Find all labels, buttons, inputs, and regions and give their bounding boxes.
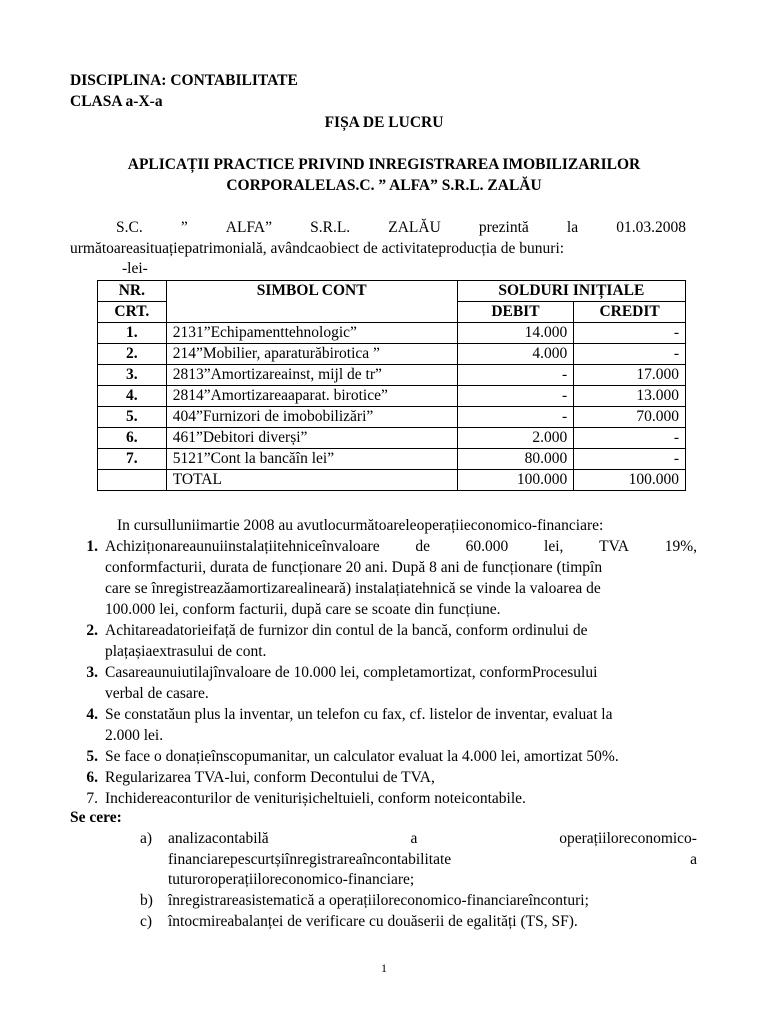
- operation-7-line-1: Inchidereaconturilor de veniturișicheltuieli, conform noteicontabile.: [105, 790, 526, 807]
- total-credit: 100.000: [574, 470, 686, 491]
- operation-3-line-1: Casareaunuiutilajînvaloare de 10.000 lei, completamortizat, conformProcesului: [105, 664, 598, 681]
- text-word: 19%,: [664, 538, 697, 555]
- unit-label: -lei-: [122, 260, 148, 277]
- total-label: TOTAL: [166, 470, 457, 491]
- text-word: de: [415, 538, 430, 555]
- row-credit: -: [574, 323, 686, 344]
- row-debit: -: [457, 407, 574, 428]
- header-crt: CRT.: [98, 302, 167, 323]
- text-word: a: [410, 830, 418, 847]
- subtitle-line-1: APLICAȚII PRACTICE PRIVIND INREGISTRAREA IMOBILIZARILOR: [127, 156, 641, 173]
- row-account: 2131”Echipamenttehnologic”: [166, 323, 457, 344]
- row-credit: -: [574, 428, 686, 449]
- intro-word: S.C.: [116, 219, 143, 236]
- row-credit: 17.000: [574, 365, 686, 386]
- text-word: lei,: [544, 538, 564, 555]
- row-debit: 80.000: [457, 449, 574, 470]
- intro-word: S.R.L.: [310, 219, 351, 236]
- row-account: 404”Furnizori de imobobilizări”: [166, 407, 457, 428]
- requirement-b-line-1: înregistrareasistematică a operațiiloreconomico-financiareînconturi;: [168, 892, 589, 909]
- intro-line-2: următoareasituațiepatrimonială, avândcaobiect de activitateproducția de bunuri:: [70, 240, 565, 257]
- total-empty-cell: [98, 470, 167, 491]
- intro-word: ZALĂU: [388, 219, 441, 236]
- worksheet-title: FIȘA DE LUCRU: [324, 114, 444, 131]
- text-word: operațiiloreconomico-: [559, 830, 697, 847]
- requirement-letter: b): [140, 892, 153, 909]
- row-nr: 5.: [98, 407, 167, 428]
- table-row: [98, 365, 686, 386]
- header-simbol-cont: SIMBOL CONT: [166, 281, 457, 323]
- requirement-a-line-3: tuturoroperațiiloreconomico-financiare;: [168, 871, 415, 888]
- row-nr: 7.: [98, 449, 167, 470]
- intro-word: ALFA”: [225, 219, 273, 236]
- table-row: [98, 344, 686, 365]
- table-header-row: [98, 281, 686, 302]
- operation-2-line-2: plațașiaextrasului de cont.: [105, 643, 267, 660]
- row-account: 2814”Amortizareaaparat. birotice”: [166, 386, 457, 407]
- row-account: 5121”Cont la bancăîn lei”: [166, 449, 457, 470]
- requirement-a-line-1: [168, 829, 697, 849]
- header-solduri-initiale: SOLDURI INIȚIALE: [457, 281, 685, 302]
- table-row: [98, 407, 686, 428]
- text-word: TVA: [599, 538, 629, 555]
- intro-word: ”: [180, 219, 188, 236]
- operation-5-line-1: Se face o donațieînscopumanitar, un calculator evaluat la 4.000 lei, amortizat 50%.: [105, 748, 619, 765]
- row-credit: 13.000: [574, 386, 686, 407]
- row-account: 2813”Amortizareainst, mijl de tr”: [166, 365, 457, 386]
- requirement-a-line-2: [168, 850, 697, 870]
- header-nr: NR.: [98, 281, 167, 302]
- requirements-label: Se cere:: [70, 809, 122, 826]
- table-row: [98, 449, 686, 470]
- table-row: [98, 323, 686, 344]
- operation-1-line-4: 100.000 lei, conform facturii, după care se scoate din funcțiune.: [105, 601, 501, 618]
- intro-line-1: [116, 218, 686, 238]
- text-word: a: [690, 851, 697, 868]
- text-word: 60.000: [465, 538, 509, 555]
- operation-4-line-2: 2.000 lei.: [105, 727, 164, 744]
- operation-3-line-2: verbal de casare.: [105, 685, 209, 702]
- table-row: [98, 386, 686, 407]
- row-credit: -: [574, 344, 686, 365]
- requirement-c-line-1: întocmireabalanței de verificare cu douăserii de egalități (TS, SF).: [168, 913, 578, 930]
- operation-6-line-1: Regularizarea TVA-lui, conform Decontului de TVA,: [105, 769, 435, 786]
- operation-number: 5.: [86, 748, 98, 765]
- intro-word: la: [566, 219, 579, 236]
- row-nr: 4.: [98, 386, 167, 407]
- row-debit: 2.000: [457, 428, 574, 449]
- opening-balance-table: [97, 280, 686, 491]
- row-nr: 3.: [98, 365, 167, 386]
- row-nr: 6.: [98, 428, 167, 449]
- text-word: analizacontabilă: [168, 830, 269, 847]
- intro-word: 01.03.2008: [616, 219, 686, 236]
- operation-number: 3.: [86, 664, 98, 681]
- page-number: 1: [381, 961, 387, 975]
- operation-number: 1.: [86, 538, 98, 555]
- discipline-heading: DISCIPLINA: CONTABILITATE: [70, 72, 298, 89]
- requirement-letter: c): [140, 913, 153, 930]
- operation-number: 7.: [86, 790, 98, 807]
- row-nr: 2.: [98, 344, 167, 365]
- operation-4-line-1: Se constatăun plus la inventar, un telefon cu fax, cf. listelor de inventar, evaluat la: [105, 706, 613, 723]
- operation-number: 6.: [86, 769, 98, 786]
- operation-number: 4.: [86, 706, 98, 723]
- intro-word: prezintă: [478, 219, 529, 236]
- header-credit: CREDIT: [574, 302, 686, 323]
- operations-intro: In cursulluniimartie 2008 au avutlocurmătoareleoperațiieconomico-financiare:: [117, 517, 604, 534]
- table-total-row: [98, 470, 686, 491]
- row-account: 214”Mobilier, aparaturăbirotica ”: [166, 344, 457, 365]
- operation-number: 2.: [86, 622, 98, 639]
- total-debit: 100.000: [457, 470, 574, 491]
- text-word: Achizițıonareaunuiinstalațiitehniceînvaloare: [105, 538, 380, 555]
- row-nr: 1.: [98, 323, 167, 344]
- operation-1-line-1: [105, 537, 697, 557]
- subtitle-line-2: CORPORALELAS.C. ” ALFA” S.R.L. ZALĂU: [226, 177, 542, 194]
- requirement-letter: a): [140, 830, 153, 847]
- row-debit: -: [457, 365, 574, 386]
- row-credit: -: [574, 449, 686, 470]
- row-debit: 14.000: [457, 323, 574, 344]
- header-debit: DEBIT: [457, 302, 574, 323]
- table-row: [98, 428, 686, 449]
- row-debit: 4.000: [457, 344, 574, 365]
- row-credit: 70.000: [574, 407, 686, 428]
- text-word: financiarepescurtșiînregistrareaîncontabilitate: [168, 851, 452, 868]
- row-debit: -: [457, 386, 574, 407]
- operation-1-line-3: care se înregistreazăamortizarealineară) instalațiatehnică se vinde la valoarea de: [105, 580, 601, 597]
- operation-2-line-1: Achitareadatorieifață de furnizor din contul de la bancă, conform ordinului de: [105, 622, 588, 639]
- operation-1-line-2: conformfacturii, durata de funcționare 20 ani. După 8 ani de funcționare (timpîn: [105, 559, 603, 576]
- row-account: 461”Debitori diverși”: [166, 428, 457, 449]
- class-heading: CLASA a-X-a: [70, 93, 163, 110]
